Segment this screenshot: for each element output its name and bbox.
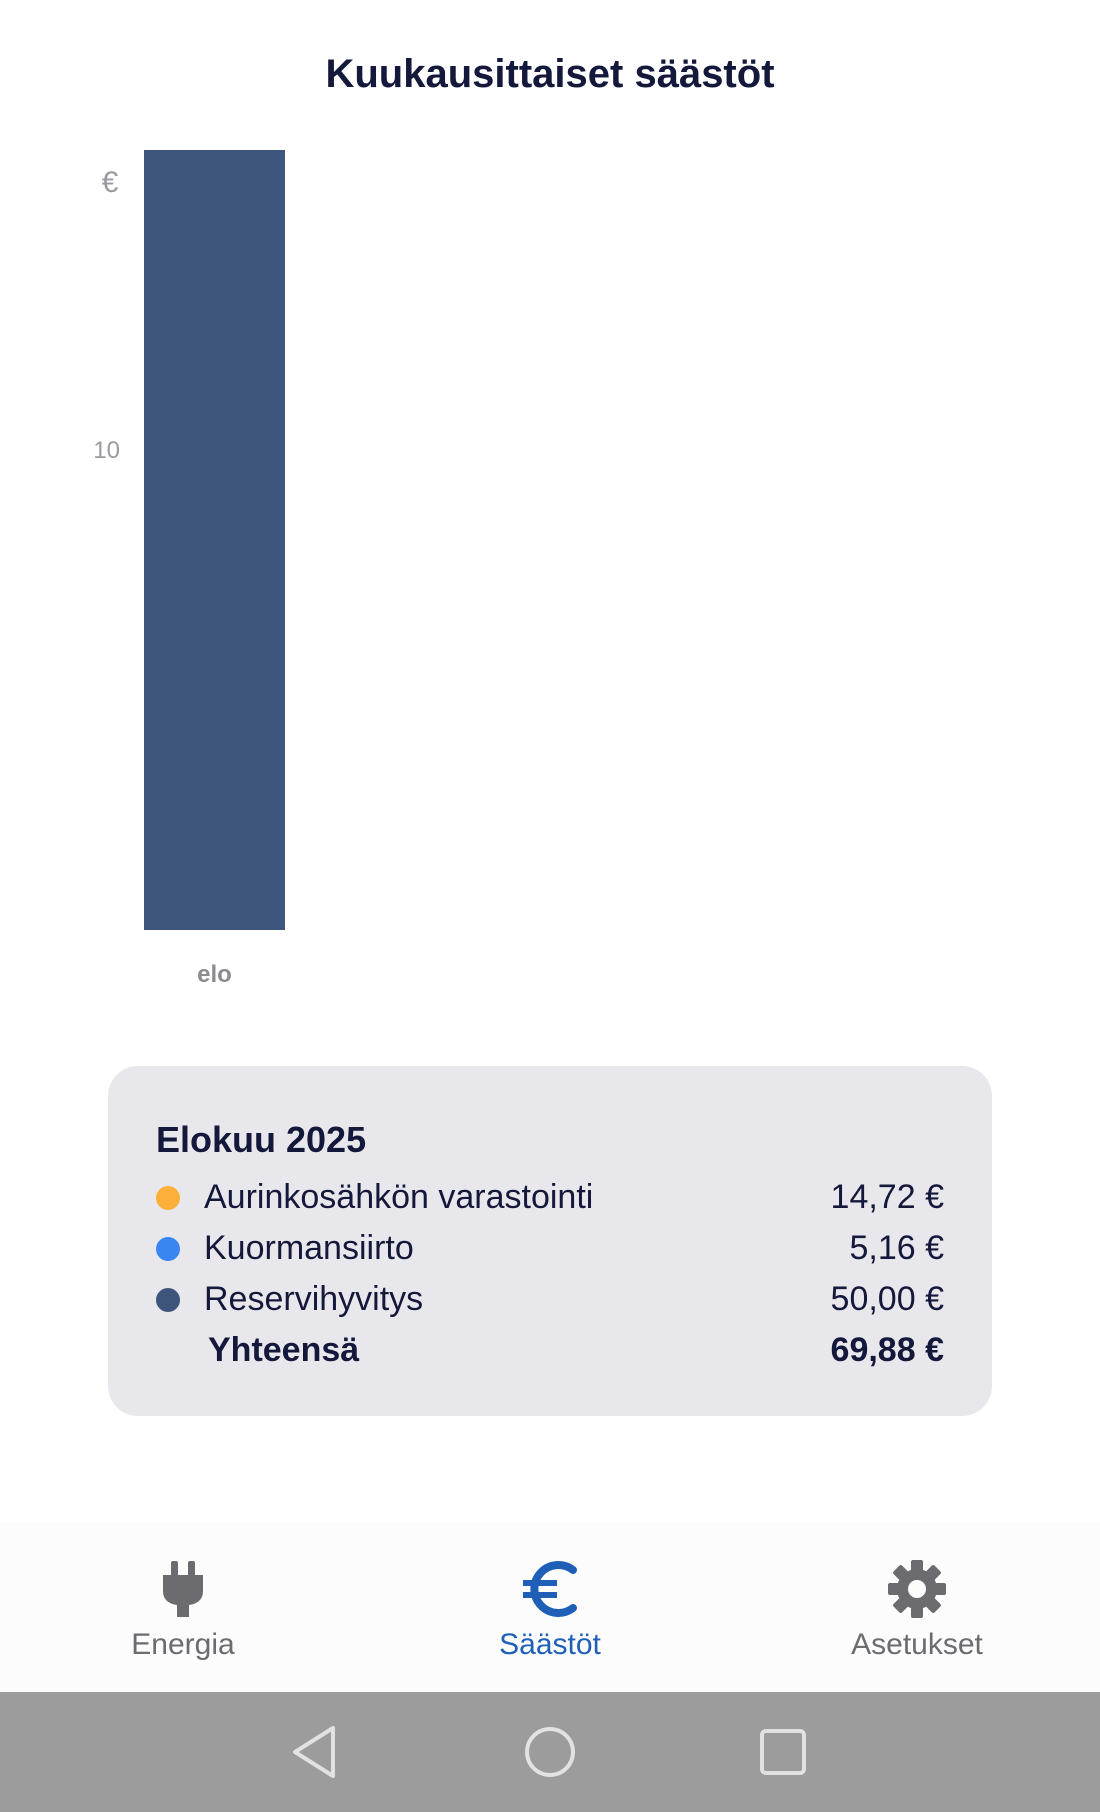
- total-label: Yhteensä: [208, 1331, 360, 1369]
- bar-segment-0: [144, 150, 285, 930]
- summary-row-value: 50,00 €: [830, 1280, 944, 1318]
- summary-month-title: Elokuu 2025: [156, 1119, 367, 1160]
- nav-settings-label: Asetukset: [851, 1628, 983, 1661]
- summary-row-load-shift: [156, 1223, 944, 1274]
- summary-row-label: Kuormansiirto: [204, 1229, 414, 1267]
- nav-savings[interactable]: [440, 1554, 660, 1662]
- chart-svg: [0, 150, 1100, 1020]
- y-tick-label: 10: [93, 437, 120, 464]
- nav-energy-label: Energia: [131, 1628, 235, 1661]
- back-triangle-icon[interactable]: [285, 1722, 345, 1782]
- nav-energy[interactable]: [73, 1554, 293, 1662]
- summary-row-label: Reservihyvitys: [204, 1280, 424, 1318]
- summary-row-value: 14,72 €: [830, 1178, 944, 1216]
- page-title: Kuukausittaiset säästöt: [325, 52, 775, 96]
- euro-icon: [440, 1554, 660, 1624]
- plug-icon: [73, 1554, 293, 1624]
- y-axis-unit: €: [101, 166, 119, 199]
- load-shift-legend-dot: [156, 1237, 180, 1261]
- solar-storage-legend-dot: [156, 1186, 180, 1210]
- android-system-bar: [0, 1692, 1100, 1812]
- monthly-savings-chart: [0, 150, 1100, 1020]
- x-category-label: elo: [197, 961, 232, 988]
- summary-row-solar-storage: [156, 1172, 944, 1223]
- summary-row-label: Aurinkosähkön varastointi: [204, 1178, 594, 1216]
- summary-row-reserve: [156, 1274, 944, 1325]
- month-summary-card: [108, 1066, 992, 1416]
- summary-row-value: 5,16 €: [849, 1229, 944, 1267]
- reserve-legend-dot: [156, 1288, 180, 1312]
- nav-savings-label: Säästöt: [499, 1628, 601, 1661]
- total-value: 69,88 €: [830, 1331, 944, 1369]
- recents-square-icon[interactable]: [753, 1722, 813, 1782]
- nav-settings[interactable]: [807, 1554, 1027, 1662]
- summary-row-total: [156, 1325, 944, 1376]
- bottom-navigation: [0, 1522, 1100, 1692]
- home-circle-icon[interactable]: [520, 1722, 580, 1782]
- gear-icon: [807, 1554, 1027, 1624]
